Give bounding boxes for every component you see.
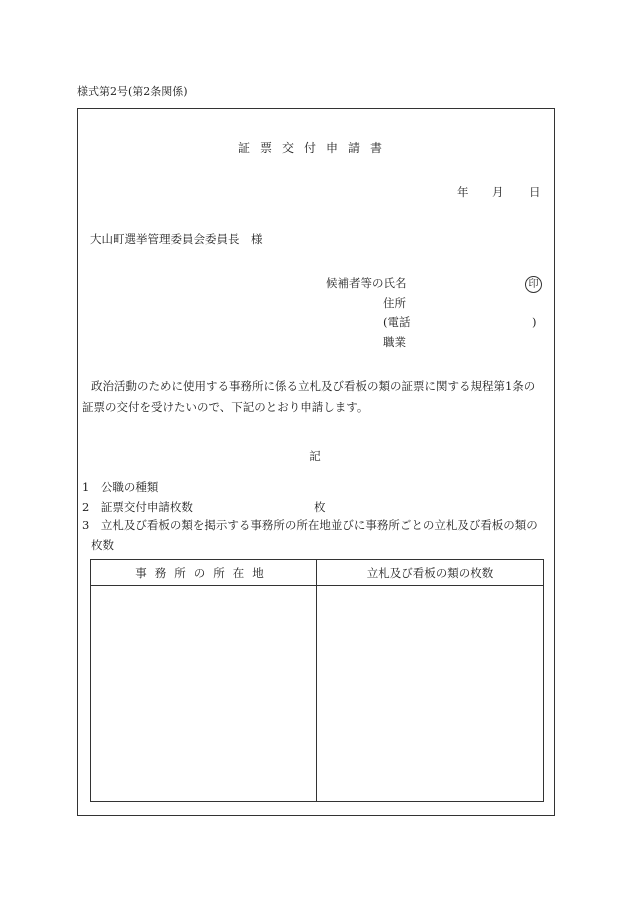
office-signboard-table bbox=[90, 559, 544, 802]
form-number-label: 様式第2号(第2条関係) bbox=[77, 85, 188, 98]
date-year-label: 年 bbox=[457, 185, 469, 199]
document-title: 証票交付申請書 bbox=[237, 141, 392, 155]
item-3-line-2: 枚数 bbox=[91, 538, 114, 552]
date-month-label: 月 bbox=[492, 185, 504, 199]
item-1-office-type: 1 公職の種類 bbox=[82, 480, 159, 494]
table-header-signboard-count: 立札及び看板の類の枚数 bbox=[366, 566, 494, 580]
seal-mark: 印 bbox=[525, 276, 542, 293]
address-label: 住所 bbox=[383, 296, 406, 310]
item-2-unit: 枚 bbox=[314, 500, 326, 514]
item-3-line-1: 3 立札及び看板の類を掲示する事務所の所在地並びに事務所ごとの立札及び看板の類の bbox=[82, 518, 538, 532]
body-text-line-2: 証票の交付を受けたいので、下記のとおり申請します。 bbox=[82, 400, 369, 414]
occupation-label: 職業 bbox=[383, 335, 406, 349]
table-column-divider bbox=[316, 560, 317, 801]
phone-close-paren: ) bbox=[532, 315, 537, 329]
addressee: 大山町選挙管理委員会委員長 様 bbox=[90, 232, 263, 246]
phone-label: (電話 bbox=[383, 315, 411, 329]
candidate-name-label: 候補者等の氏名 bbox=[326, 276, 407, 290]
body-text-line-1: 政治活動のために使用する事務所に係る立札及び看板の類の証票に関する規程第1条の bbox=[91, 379, 536, 393]
table-header-office-location: 事務所の所在地 bbox=[135, 566, 272, 580]
date-day-label: 日 bbox=[529, 185, 541, 199]
item-2-sheet-count: 2 証票交付申請枚数 bbox=[82, 500, 193, 514]
ki-heading: 記 bbox=[309, 449, 321, 463]
